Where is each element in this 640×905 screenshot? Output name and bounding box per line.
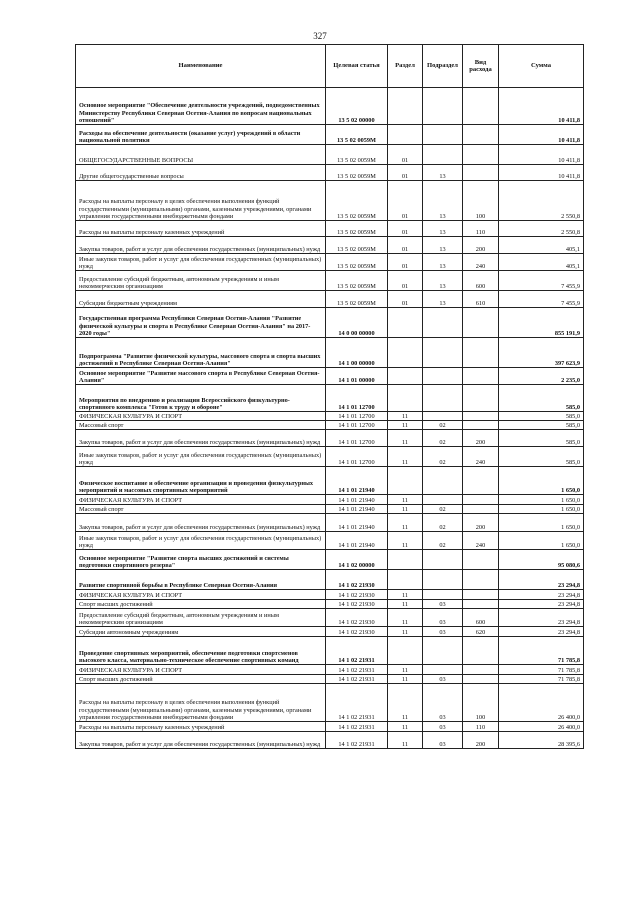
cell-subsection: [423, 550, 463, 570]
cell-name: Государственная программа Республики Северная Осетия-Алания "Развитие физической культуры и спорта в Республике Северная Осетия-Алания" на 2017-2020 годы": [76, 308, 326, 338]
table-row: [76, 722, 584, 732]
table-row: [76, 145, 584, 165]
cell-code: 13 5 02 0059М: [326, 291, 388, 308]
table-row: [76, 600, 584, 609]
cell-type: 100: [463, 684, 499, 722]
cell-subsection: 03: [423, 600, 463, 609]
cell-sum: 23 294,8: [499, 590, 584, 600]
cell-subsection: 02: [423, 505, 463, 514]
table-row: [76, 609, 584, 627]
cell-code: 14 1 02 21931: [326, 665, 388, 675]
cell-name: Физическое воспитание и обеспечение организации и проведения физкультурных мероприятий и массовых спортивных мероприятий: [76, 467, 326, 495]
table-row: [76, 125, 584, 145]
cell-sum: 10 411,8: [499, 145, 584, 165]
cell-subsection: 03: [423, 675, 463, 684]
cell-section: [388, 88, 423, 125]
cell-section: [388, 308, 423, 338]
cell-subsection: 02: [423, 447, 463, 467]
table-row: [76, 532, 584, 550]
cell-subsection: 03: [423, 609, 463, 627]
cell-type: [463, 665, 499, 675]
cell-type: [463, 570, 499, 590]
cell-sum: 10 411,8: [499, 125, 584, 145]
cell-type: 100: [463, 181, 499, 221]
cell-subsection: 13: [423, 271, 463, 291]
cell-sum: 10 411,8: [499, 88, 584, 125]
cell-name: Мероприятия по внедрению и реализации Всероссийского физкультурно-спортивного комплекса "Готов к труду и обороне": [76, 385, 326, 412]
table-row: [76, 505, 584, 514]
cell-section: 01: [388, 254, 423, 271]
cell-section: 11: [388, 495, 423, 505]
cell-type: [463, 467, 499, 495]
table-row: [76, 467, 584, 495]
cell-type: [463, 145, 499, 165]
cell-type: 240: [463, 447, 499, 467]
table-row: [76, 550, 584, 570]
cell-sum: 585,0: [499, 412, 584, 421]
cell-name: Основное мероприятие "Обеспечение деятельности учреждений, подведомственных Министерству Республики Северная Осетия-Алания по вопросам национальных отношений": [76, 88, 326, 125]
cell-code: 13 5 02 0059М: [326, 181, 388, 221]
table-row: [76, 271, 584, 291]
cell-name: Субсидии бюджетным учреждениям: [76, 291, 326, 308]
cell-code: 14 1 02 21930: [326, 570, 388, 590]
cell-name: ФИЗИЧЕСКАЯ КУЛЬТУРА И СПОРТ: [76, 665, 326, 675]
cell-section: 01: [388, 221, 423, 237]
cell-subsection: [423, 368, 463, 385]
cell-subsection: 02: [423, 421, 463, 430]
header-type: Вид расхода: [463, 45, 499, 88]
cell-section: [388, 368, 423, 385]
cell-section: 11: [388, 609, 423, 627]
cell-type: 600: [463, 271, 499, 291]
cell-type: 240: [463, 532, 499, 550]
header-section: Раздел: [388, 45, 423, 88]
cell-subsection: [423, 88, 463, 125]
cell-subsection: 13: [423, 254, 463, 271]
cell-type: [463, 165, 499, 181]
table-row: [76, 338, 584, 368]
cell-name: Закупка товаров, работ и услуг для обеспечения государственных (муниципальных) нужд: [76, 732, 326, 749]
table-row: [76, 495, 584, 505]
cell-type: 200: [463, 732, 499, 749]
cell-section: 11: [388, 532, 423, 550]
cell-name: Спорт высших достижений: [76, 600, 326, 609]
table-row: [76, 430, 584, 447]
cell-section: 01: [388, 165, 423, 181]
cell-name: Предоставление субсидий бюджетным, автономным учреждениям и иным некоммерческим организациям: [76, 271, 326, 291]
table-row: [76, 165, 584, 181]
cell-code: 14 1 02 21930: [326, 609, 388, 627]
table-row: [76, 732, 584, 749]
budget-table: [75, 44, 584, 749]
table-row: [76, 684, 584, 722]
cell-sum: 26 400,0: [499, 684, 584, 722]
cell-name: Расходы на выплаты персоналу в целях обеспечения выполнения функций государственными (муниципальными) органами, казенными учреждениями, органами управления государственными внебюджетными фондами: [76, 181, 326, 221]
cell-section: 11: [388, 627, 423, 637]
cell-name: Массовый спорт: [76, 505, 326, 514]
cell-sum: 23 294,8: [499, 609, 584, 627]
cell-code: 14 1 01 12700: [326, 385, 388, 412]
cell-code: 13 5 02 0059М: [326, 145, 388, 165]
cell-section: 11: [388, 684, 423, 722]
cell-type: [463, 505, 499, 514]
cell-section: 11: [388, 447, 423, 467]
cell-subsection: 13: [423, 165, 463, 181]
cell-type: [463, 421, 499, 430]
cell-code: 13 5 02 00000: [326, 88, 388, 125]
cell-sum: 95 080,6: [499, 550, 584, 570]
cell-subsection: [423, 145, 463, 165]
cell-sum: 405,1: [499, 237, 584, 254]
table-row: [76, 237, 584, 254]
cell-section: 11: [388, 732, 423, 749]
cell-subsection: [423, 338, 463, 368]
cell-name: Другие общегосударственные вопросы: [76, 165, 326, 181]
cell-subsection: 13: [423, 221, 463, 237]
cell-type: 600: [463, 609, 499, 627]
cell-subsection: [423, 590, 463, 600]
header-sum: Сумма: [499, 45, 584, 88]
table-row: [76, 221, 584, 237]
cell-type: [463, 385, 499, 412]
header-code: Целевая статья: [326, 45, 388, 88]
cell-sum: 71 785,8: [499, 637, 584, 665]
table-row: [76, 254, 584, 271]
table-header-row: [76, 45, 584, 88]
table-row: [76, 368, 584, 385]
table-row: [76, 385, 584, 412]
cell-section: [388, 385, 423, 412]
cell-subsection: 03: [423, 732, 463, 749]
cell-section: 11: [388, 412, 423, 421]
cell-name: Расходы на выплаты персоналу казенных учреждений: [76, 722, 326, 732]
cell-subsection: [423, 308, 463, 338]
cell-type: 200: [463, 514, 499, 532]
cell-section: 11: [388, 421, 423, 430]
cell-type: [463, 590, 499, 600]
cell-code: 14 1 02 21930: [326, 627, 388, 637]
table-row: [76, 570, 584, 590]
cell-name: Подпрограмма "Развитие физической культуры, массового спорта и спорта высших достижений в Республике Северная Осетия-Алания": [76, 338, 326, 368]
cell-code: 13 5 02 0059М: [326, 271, 388, 291]
table-row: [76, 514, 584, 532]
cell-subsection: 02: [423, 514, 463, 532]
table-row: [76, 627, 584, 637]
cell-sum: 405,1: [499, 254, 584, 271]
cell-sum: 2 550,8: [499, 221, 584, 237]
cell-sum: 23 294,8: [499, 627, 584, 637]
header-subsection: Подраздел: [423, 45, 463, 88]
cell-type: [463, 600, 499, 609]
cell-name: Массовый спорт: [76, 421, 326, 430]
cell-sum: 2 235,0: [499, 368, 584, 385]
cell-code: 14 1 01 12700: [326, 421, 388, 430]
cell-code: 13 5 02 0059М: [326, 254, 388, 271]
cell-sum: 585,0: [499, 385, 584, 412]
cell-subsection: [423, 385, 463, 412]
cell-section: [388, 467, 423, 495]
cell-type: 110: [463, 221, 499, 237]
cell-section: 11: [388, 665, 423, 675]
cell-section: 11: [388, 675, 423, 684]
cell-code: 14 1 02 00000: [326, 550, 388, 570]
cell-subsection: [423, 467, 463, 495]
cell-name: Расходы на обеспечение деятельности (оказание услуг) учреждений в области национальной политики: [76, 125, 326, 145]
cell-section: 01: [388, 181, 423, 221]
cell-type: [463, 495, 499, 505]
cell-code: 14 1 01 21940: [326, 505, 388, 514]
cell-subsection: [423, 665, 463, 675]
cell-sum: 397 623,9: [499, 338, 584, 368]
cell-subsection: [423, 637, 463, 665]
table-row: [76, 675, 584, 684]
cell-code: 13 5 02 0059М: [326, 237, 388, 254]
table-row: [76, 665, 584, 675]
cell-name: Развитие спортивной борьбы в Республике Северная Осетия-Алания: [76, 570, 326, 590]
cell-name: Расходы на выплаты персоналу в целях обеспечения выполнения функций государственными (муниципальными) органами, казенными учреждениями, органами управления государственными внебюджетными фондами: [76, 684, 326, 722]
cell-name: ФИЗИЧЕСКАЯ КУЛЬТУРА И СПОРТ: [76, 495, 326, 505]
cell-sum: 7 455,9: [499, 271, 584, 291]
cell-subsection: 02: [423, 430, 463, 447]
cell-name: ФИЗИЧЕСКАЯ КУЛЬТУРА И СПОРТ: [76, 412, 326, 421]
cell-code: 14 1 00 00000: [326, 338, 388, 368]
cell-code: 14 1 02 21930: [326, 600, 388, 609]
cell-type: [463, 308, 499, 338]
cell-section: 11: [388, 514, 423, 532]
cell-type: 200: [463, 430, 499, 447]
cell-type: 610: [463, 291, 499, 308]
cell-name: Предоставление субсидий бюджетным, автономным учреждениям и иным некоммерческим организациям: [76, 609, 326, 627]
cell-sum: 1 650,0: [499, 495, 584, 505]
cell-type: 200: [463, 237, 499, 254]
cell-subsection: 02: [423, 532, 463, 550]
cell-section: 01: [388, 291, 423, 308]
cell-section: [388, 125, 423, 145]
cell-section: 11: [388, 722, 423, 732]
cell-section: 01: [388, 145, 423, 165]
cell-section: 11: [388, 600, 423, 609]
cell-subsection: [423, 412, 463, 421]
cell-code: 14 1 01 12700: [326, 430, 388, 447]
cell-section: 11: [388, 505, 423, 514]
cell-section: [388, 637, 423, 665]
cell-name: Проведение спортивных мероприятий, обеспечение подготовки спортсменов высокого класса, материально-техническое обеспечение спортивных команд: [76, 637, 326, 665]
cell-subsection: 13: [423, 237, 463, 254]
cell-section: 11: [388, 590, 423, 600]
cell-code: 14 1 02 21931: [326, 684, 388, 722]
cell-section: 01: [388, 237, 423, 254]
cell-sum: 1 650,0: [499, 514, 584, 532]
cell-sum: 1 650,0: [499, 467, 584, 495]
cell-section: [388, 550, 423, 570]
cell-subsection: 13: [423, 291, 463, 308]
cell-name: Иные закупки товаров, работ и услуг для обеспечения государственных (муниципальных) нужд: [76, 254, 326, 271]
table-row: [76, 291, 584, 308]
cell-sum: 23 294,8: [499, 600, 584, 609]
cell-code: 14 1 01 12700: [326, 447, 388, 467]
cell-sum: 1 650,0: [499, 532, 584, 550]
cell-sum: 585,0: [499, 430, 584, 447]
page-number: 327: [313, 31, 327, 41]
cell-name: Закупка товаров, работ и услуг для обеспечения государственных (муниципальных) нужд: [76, 514, 326, 532]
table-row: [76, 181, 584, 221]
cell-code: 14 1 02 21931: [326, 637, 388, 665]
table-body: [76, 88, 584, 749]
cell-code: 14 1 02 21931: [326, 732, 388, 749]
table-row: [76, 590, 584, 600]
cell-name: Основное мероприятие "Развитие массового спорта в Республике Северная Осетия-Алания": [76, 368, 326, 385]
cell-type: [463, 338, 499, 368]
cell-sum: 26 400,0: [499, 722, 584, 732]
cell-section: [388, 338, 423, 368]
cell-type: [463, 550, 499, 570]
table-row: [76, 88, 584, 125]
cell-sum: 2 550,8: [499, 181, 584, 221]
cell-code: 13 5 02 0059М: [326, 221, 388, 237]
cell-section: 01: [388, 271, 423, 291]
cell-code: 14 1 02 21931: [326, 675, 388, 684]
cell-subsection: 03: [423, 684, 463, 722]
cell-sum: 585,0: [499, 421, 584, 430]
cell-name: Иные закупки товаров, работ и услуг для обеспечения государственных (муниципальных) нужд: [76, 532, 326, 550]
cell-name: Спорт высших достижений: [76, 675, 326, 684]
table-row: [76, 421, 584, 430]
cell-name: Субсидии автономным учреждениям: [76, 627, 326, 637]
cell-sum: 855 191,9: [499, 308, 584, 338]
cell-type: [463, 125, 499, 145]
header-name: Наименование: [76, 45, 326, 88]
cell-subsection: 03: [423, 627, 463, 637]
cell-type: [463, 675, 499, 684]
cell-subsection: [423, 495, 463, 505]
cell-code: 14 1 01 00000: [326, 368, 388, 385]
cell-type: 240: [463, 254, 499, 271]
cell-code: 14 1 01 21940: [326, 467, 388, 495]
cell-sum: 23 294,8: [499, 570, 584, 590]
table-row: [76, 412, 584, 421]
cell-code: 14 1 01 12700: [326, 412, 388, 421]
cell-code: 14 1 02 21931: [326, 722, 388, 732]
cell-name: ФИЗИЧЕСКАЯ КУЛЬТУРА И СПОРТ: [76, 590, 326, 600]
cell-code: 14 0 00 00000: [326, 308, 388, 338]
cell-code: 14 1 01 21940: [326, 495, 388, 505]
table-row: [76, 308, 584, 338]
cell-code: 14 1 01 21940: [326, 514, 388, 532]
cell-section: [388, 570, 423, 590]
cell-type: [463, 412, 499, 421]
cell-sum: 71 785,8: [499, 675, 584, 684]
cell-name: Основное мероприятие "Развитие спорта высших достижений и системы подготовки спортивного резерва": [76, 550, 326, 570]
cell-type: [463, 637, 499, 665]
cell-sum: 71 785,8: [499, 665, 584, 675]
cell-subsection: [423, 125, 463, 145]
table-row: [76, 637, 584, 665]
cell-section: 11: [388, 430, 423, 447]
cell-type: 110: [463, 722, 499, 732]
cell-type: [463, 368, 499, 385]
cell-sum: 1 650,0: [499, 505, 584, 514]
cell-sum: 10 411,8: [499, 165, 584, 181]
cell-name: Расходы на выплаты персоналу казенных учреждений: [76, 221, 326, 237]
cell-sum: 585,0: [499, 447, 584, 467]
cell-type: [463, 88, 499, 125]
cell-code: 14 1 01 21940: [326, 532, 388, 550]
cell-sum: 7 455,9: [499, 291, 584, 308]
cell-code: 13 5 02 0059М: [326, 165, 388, 181]
cell-sum: 28 395,6: [499, 732, 584, 749]
cell-code: 13 5 02 0059М: [326, 125, 388, 145]
cell-name: Закупка товаров, работ и услуг для обеспечения государственных (муниципальных) нужд: [76, 237, 326, 254]
cell-name: ОБЩЕГОСУДАРСТВЕННЫЕ ВОПРОСЫ: [76, 145, 326, 165]
cell-name: Закупка товаров, работ и услуг для обеспечения государственных (муниципальных) нужд: [76, 430, 326, 447]
cell-subsection: 03: [423, 722, 463, 732]
cell-subsection: 13: [423, 181, 463, 221]
cell-name: Иные закупки товаров, работ и услуг для обеспечения государственных (муниципальных) нужд: [76, 447, 326, 467]
table-row: [76, 447, 584, 467]
cell-type: 620: [463, 627, 499, 637]
cell-code: 14 1 02 21930: [326, 590, 388, 600]
cell-subsection: [423, 570, 463, 590]
